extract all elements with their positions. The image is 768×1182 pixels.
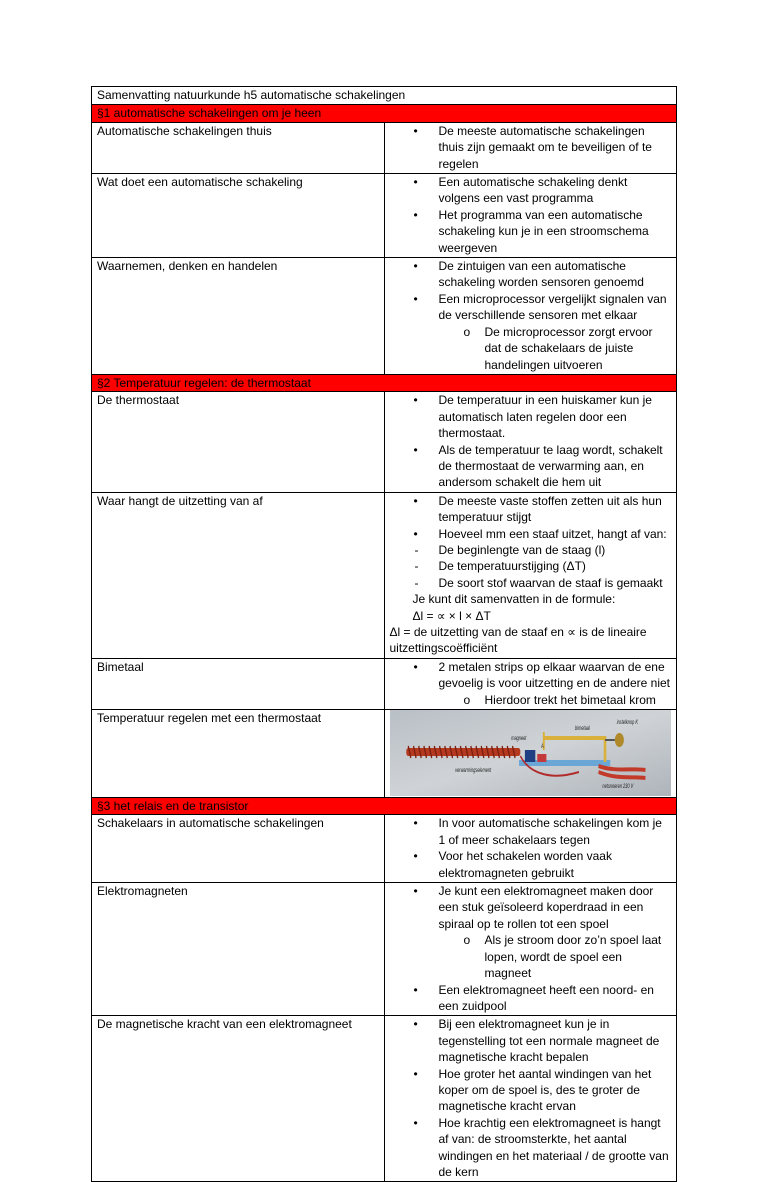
list-item: o De microprocessor zorgt ervoor dat de schakelaars de juiste handelingen uitvoeren (390, 324, 672, 373)
list-item: o Als je stroom door zo’n spoel laat lopen, wordt de spoel een magneet (390, 932, 672, 981)
document-title: Samenvatting natuurkunde h5 automatische schakelingen (92, 87, 677, 105)
list-item: • De zintuigen van een automatische schakeling worden sensoren genoemd (390, 258, 672, 291)
contact-a (537, 754, 546, 762)
term-cell: Waar hangt de uitzetting van af (92, 492, 385, 658)
label-netsnoeren: netsnoeren 230 V (601, 783, 633, 791)
section-header: §2 Temperatuur regelen: de thermostaat (92, 374, 677, 391)
term-cell: Waarnemen, denken en handelen (92, 258, 385, 375)
bullet-list (390, 883, 672, 1014)
content-cell (384, 258, 677, 375)
content-cell (384, 883, 677, 1016)
table-row (92, 174, 677, 258)
bullet-list (390, 392, 672, 490)
list-item: • Als de temperatuur te laag wordt, schakelt de thermostaat de verwarming aan, en andersom schakelt die hem uit (390, 442, 672, 491)
list-item: • De meeste vaste stoffen zetten uit als hun temperatuur stijgt (390, 493, 672, 526)
table-row (92, 883, 677, 1016)
list-item: • De temperatuur in een huiskamer kun je automatisch laten regelen door een thermostaat. (390, 392, 672, 441)
magnet (524, 750, 534, 762)
content-cell (384, 658, 677, 709)
term-cell: Wat doet een automatische schakeling (92, 174, 385, 258)
list-item: • Je kunt een elektromagneet maken door een stuk geïsoleerd koperdraad in een spiraal op te rollen tot een spoel (390, 883, 672, 932)
thermostat-photo (390, 710, 672, 796)
table-row (92, 258, 677, 375)
list-item: - De temperatuurstijging (ΔT) (390, 558, 672, 574)
term-cell: Temperatuur regelen met een thermostaat (92, 710, 385, 798)
content-cell (384, 492, 677, 658)
table-row (92, 815, 677, 883)
bullet-list (390, 659, 672, 708)
list-item: • Een automatische schakeling denkt volgens een vast programma (390, 174, 672, 207)
label-magneet: magneet (510, 735, 526, 743)
bullet-list (390, 1016, 672, 1180)
list-item: • Voor het schakelen worden vaak elektromagneten gebruikt (390, 848, 672, 881)
term-cell: De magnetische kracht van een elektromagneet (92, 1016, 385, 1182)
list-item: o Hierdoor trekt het bimetaal krom (390, 692, 672, 708)
label-bimetaal: bimetaal (574, 725, 590, 733)
list-item: • Hoe groter het aantal windingen van het koper om de spoel is, des te groter de magnetische kracht ervan (390, 1066, 672, 1115)
term-cell: Schakelaars in automatische schakelingen (92, 815, 385, 883)
list-item: • Bij een elektromagneet kun je in tegenstelling tot een normale magneet de magnetische kracht bepalen (390, 1016, 672, 1065)
bullet-list (390, 815, 672, 881)
list-item: • Hoeveel mm een staaf uitzet, hangt af van: (390, 526, 672, 542)
list-item: - De soort stof waarvan de staaf is gemaakt (390, 575, 672, 591)
title-row (92, 87, 677, 105)
list-item: Δl = de uitzetting van de staaf en ∝ is de lineaire uitzettingscoëfficiënt (389, 625, 647, 656)
list-item: • Het programma van een automatische schakeling kun je in een stroomschema weergeven (390, 207, 672, 256)
list-item: • 2 metalen strips op elkaar waarvan de ene gevoelig is voor uitzetting en de andere niet (390, 659, 672, 692)
table-row (92, 658, 677, 709)
label-verwarmingselement: verwarmingselement (454, 767, 491, 775)
section-header-row (92, 798, 677, 815)
list-item: • Een microprocessor vergelijkt signalen van de verschillende sensoren met elkaar (390, 291, 672, 324)
formula: Δl = ∝ × l × ΔT (412, 608, 491, 623)
term-cell: De thermostaat (92, 392, 385, 492)
list-item: • De meeste automatische schakelingen thuis zijn gemaakt om te beveiligen of te regelen (390, 123, 672, 172)
content-cell (384, 815, 677, 883)
content-cell (384, 1016, 677, 1182)
table-row (92, 710, 677, 798)
bullet-list (390, 258, 672, 373)
content-cell (384, 392, 677, 492)
list-item: • Hoe krachtig een elektromagneet is hangt af van: de stroomsterkte, het aantal windingen en het materiaal / de grootte van de kern (390, 1115, 672, 1181)
list-item: - De beginlengte van de staag (l) (390, 542, 672, 558)
label-instelknop: instelknop K (616, 719, 638, 727)
summary-table (91, 86, 677, 1182)
thermostat-photo-cell (384, 710, 677, 798)
list-item: • Een elektromagneet heeft een noord- en een zuidpool (390, 982, 672, 1015)
term-cell: Bimetaal (92, 658, 385, 709)
bullet-list (390, 123, 672, 172)
term-cell: Automatische schakelingen thuis (92, 122, 385, 173)
section-header-row (92, 105, 677, 122)
bullet-list (390, 493, 672, 657)
section-header: §3 het relais en de transistor (92, 798, 677, 815)
label-a: A (540, 743, 544, 751)
section-header-row (92, 374, 677, 391)
knob (614, 733, 623, 747)
table-row (92, 392, 677, 492)
table-row (92, 1016, 677, 1182)
bullet-list (390, 174, 672, 256)
table-row (92, 122, 677, 173)
section-header: §1 automatische schakelingen om je heen (92, 105, 677, 122)
table-row (92, 492, 677, 658)
content-cell (384, 122, 677, 173)
term-cell: Elektromagneten (92, 883, 385, 1016)
list-item: Je kunt dit samenvatten in de formule: (412, 592, 616, 607)
list-item: • In voor automatische schakelingen kom je 1 of meer schakelaars tegen (390, 815, 672, 848)
content-cell (384, 174, 677, 258)
